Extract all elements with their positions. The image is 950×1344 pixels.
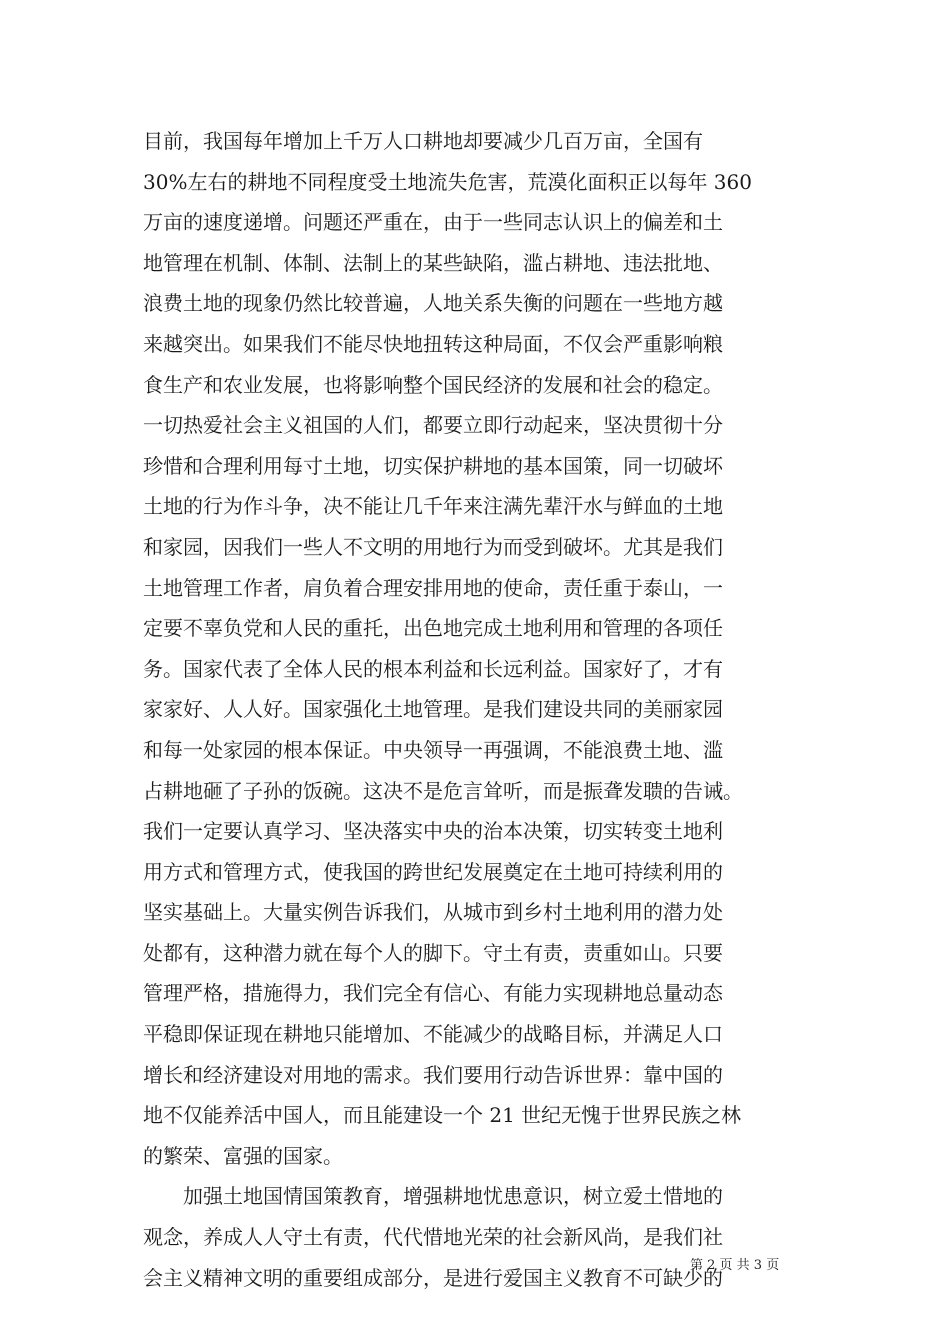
text-line: 我们一定要认真学习、坚决落实中央的治本决策，切实转变土地利	[143, 819, 723, 844]
page-indicator: 第 2 页 共 3 页	[690, 1258, 780, 1273]
text-line: 处都有，这种潜力就在每个人的脚下。守土有责，责重如山。只要	[143, 940, 723, 965]
text-line: 一切热爱社会主义祖国的人们，都要立即行动起来，坚决贯彻十分	[143, 413, 723, 438]
text-line: 会主义精神文明的重要组成部分，是进行爱国主义教育不可缺少的	[143, 1265, 723, 1290]
body-text	[143, 121, 823, 1298]
text-line: 万亩的速度递增。问题还严重在，由于一些同志认识上的偏差和土	[143, 210, 723, 235]
text-line: 地管理在机制、体制、法制上的某些缺陷，滥占耕地、违法批地、	[143, 250, 723, 275]
text-line: 用方式和管理方式，使我国的跨世纪发展奠定在土地可持续利用的	[143, 859, 723, 884]
text-line: 珍惜和合理利用每寸土地，切实保护耕地的基本国策，同一切破坏	[143, 453, 723, 478]
text-line: 定要不辜负党和人民的重托，出色地完成土地利用和管理的各项任	[143, 616, 723, 641]
text-line: 管理严格，措施得力，我们完全有信心、有能力实现耕地总量动态	[143, 981, 723, 1006]
text-line: 增长和经济建设对用地的需求。我们要用行动告诉世界：靠中国的	[143, 1062, 723, 1087]
text-line: 的繁荣、富强的国家。	[143, 1143, 343, 1168]
text-line: 加强土地国情国策教育，增强耕地忧患意识，树立爱土惜地的	[143, 1184, 723, 1209]
text-line: 目前，我国每年增加上千万人口耕地却要减少几百万亩，全国有	[143, 129, 703, 153]
text-line: 家家好、人人好。国家强化土地管理。是我们建设共同的美丽家园	[143, 697, 723, 722]
text-line: 和每一处家园的根本保证。中央领导一再强调，不能浪费土地、滥	[143, 737, 723, 762]
text-line: 观念，养成人人守土有责，代代惜地光荣的社会新风尚，是我们社	[143, 1225, 723, 1250]
text-line: 平稳即保证现在耕地只能增加、不能减少的战略目标，并满足人口	[143, 1022, 723, 1047]
text-line: 和家园，因我们一些人不文明的用地行为而受到破坏。尤其是我们	[143, 534, 723, 559]
text-line: 地不仅能养活中国人，而且能建设一个 21 世纪无愧于世界民族之林	[143, 1103, 742, 1128]
text-line: 务。国家代表了全体人民的根本利益和长远利益。国家好了，才有	[143, 656, 723, 681]
text-line: 坚实基础上。大量实例告诉我们，从城市到乡村土地利用的潜力处	[143, 900, 723, 925]
text-line: 食生产和农业发展，也将影响整个国民经济的发展和社会的稳定。	[143, 372, 723, 397]
text-line: 30%左右的耕地不同程度受土地流失危害，荒漠化面积正以每年 360	[143, 169, 752, 194]
text-line: 土地的行为作斗争，决不能让几千年来注满先辈汗水与鲜血的土地	[143, 494, 723, 519]
text-line: 来越突出。如果我们不能尽快地扭转这种局面，不仅会严重影响粮	[143, 331, 723, 356]
text-line: 占耕地砸了子孙的饭碗。这决不是危言耸听，而是振聋发聩的告诫。	[143, 778, 743, 803]
text-line: 浪费土地的现象仍然比较普遍，人地关系失衡的问题在一些地方越	[143, 291, 723, 316]
text-line: 土地管理工作者，肩负着合理安排用地的使命，责任重于泰山，一	[143, 575, 723, 600]
